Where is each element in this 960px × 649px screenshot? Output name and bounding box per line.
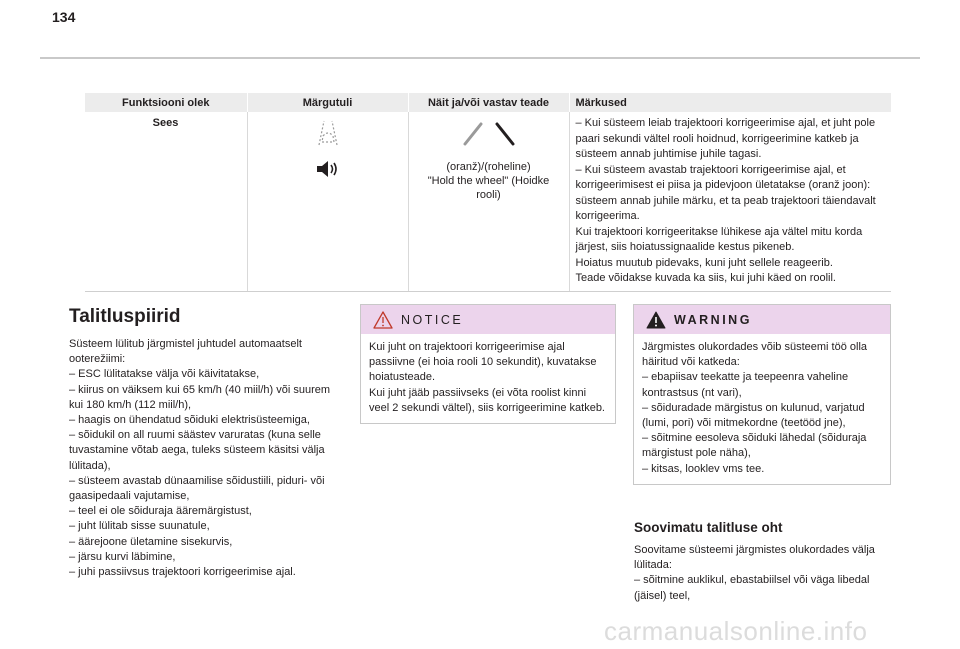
left-column (69, 306, 345, 580)
table-row (85, 112, 892, 291)
header-remarks: Märkused (569, 93, 891, 112)
notice-header (361, 305, 615, 334)
header-indicator: Märgutuli (247, 93, 408, 112)
table-header-row (85, 93, 892, 112)
page-number: 134 (52, 9, 76, 25)
watermark: carmanualsonline.info (604, 616, 868, 646)
section-title-limits: Talitluspiirid (69, 306, 181, 327)
notice-triangle-icon (373, 311, 393, 329)
top-divider (40, 57, 920, 59)
warning-title: WARNING (674, 312, 752, 327)
warning-body: Järgmistes olukordades võib süsteemi töö olla häiritud või katkeda: – ebapiisav teekatte ja teepeenra vaheline kontrastsus (nt vari), – sõiduradade märgistus on kulunud, varjatud (lumi, pori) või mitmekordne (teetööd jne), – sõitmine eesoleva sõiduki lähedal (sõiduraja märgistust pole näha), – kitsas, looklev vms tee. (642, 341, 868, 475)
cell-display (408, 112, 569, 291)
header-function-state: Funktsiooni olek (85, 93, 248, 112)
speaker-sound-icon (254, 160, 402, 184)
remarks-text: – Kui süsteem leiab trajektoori korrigeerimise ajal, et juht pole paari sekundi vältel rooli hoidnud, korrigeerimine katkeb ja süsteem annab juhtimise juhile tagasi. – Kui süsteem avastab trajektoori korrigeerimise ajal, et korrigeerimisest ei piisa ja pidevjoon ületatakse (oranž joon): süsteem annab juhile märku, et ta peab trajektoori täiendavalt korrigeerima. Kui trajektoori korrigeeritakse lühikese aja vältel mitu korda järjest, siis hoiatussignaalide kestus pikeneb. Hoiatus muutub pidevaks, kuni juht sellele reageerib. Teade võidakse kuvada ka siis, kui juhi käed on roolil. (575, 117, 876, 284)
lane-line-green-icon (497, 124, 513, 144)
cell-remarks (569, 112, 891, 291)
warning-header (634, 305, 890, 334)
display-message-text: (oranž)/(roheline) "Hold the wheel" (Hoidke rooli) (427, 160, 550, 201)
notice-title: NOTICE (401, 312, 464, 327)
lane-keeping-warning-icon (254, 118, 402, 154)
cell-indicator (247, 112, 408, 291)
right-column (634, 520, 896, 604)
section-title-risk: Soovimatu talitluse oht (634, 520, 783, 535)
lane-line-icons (459, 120, 519, 148)
section-body-limits: Süsteem lülitub järgmistel juhtudel automaatselt ooterežiimi: – ESC lülitatakse välja või käivitatakse, – kiirus on väiksem kui 65 km/h (40 miil/h) või suurem kui 180 km/h (112 miil/h), – haagis on ühendatud sõiduki elektrisüsteemiga, – sõidukil on all ruumi säästev varuratas (kuna selle tuvastamine võtab aega, tuleks süsteem käsitsi välja lülitada), – süsteem avastab dünaamilise sõidustiili, piduri- või gaasipedaali vajutamise, – teel ei ole sõiduraja ääremärgistust, – juht lülitab sisse suunatule, – äärejoone ületamine sisekurvis, – järsu kurvi läbimine, – juhi passiivsus trajektoori korrigeerimise ajal. (69, 338, 331, 579)
notice-box (360, 304, 616, 424)
warning-box (633, 304, 891, 485)
lane-line-orange-icon (465, 124, 481, 144)
cell-state: Sees (85, 112, 248, 291)
notice-body: Kui juht on trajektoori korrigeerimise ajal passiivne (ei hoia rooli 10 sekundit), kuvatakse hoiatusteade. Kui juht jääb passiivseks (ei võta roolist kinni veel 2 sekundi vältel), siis korrigeerimine katkeb. (369, 341, 605, 414)
status-table (84, 93, 891, 292)
section-body-risk: Soovitame süsteemi järgmistes olukordades välja lülitada: – sõitmine auklikul, ebastabiilsel või väga libedal (jäisel) teel, (634, 544, 875, 602)
header-display-message: Näit ja/või vastav teade (408, 93, 569, 112)
warning-triangle-icon (646, 311, 666, 329)
